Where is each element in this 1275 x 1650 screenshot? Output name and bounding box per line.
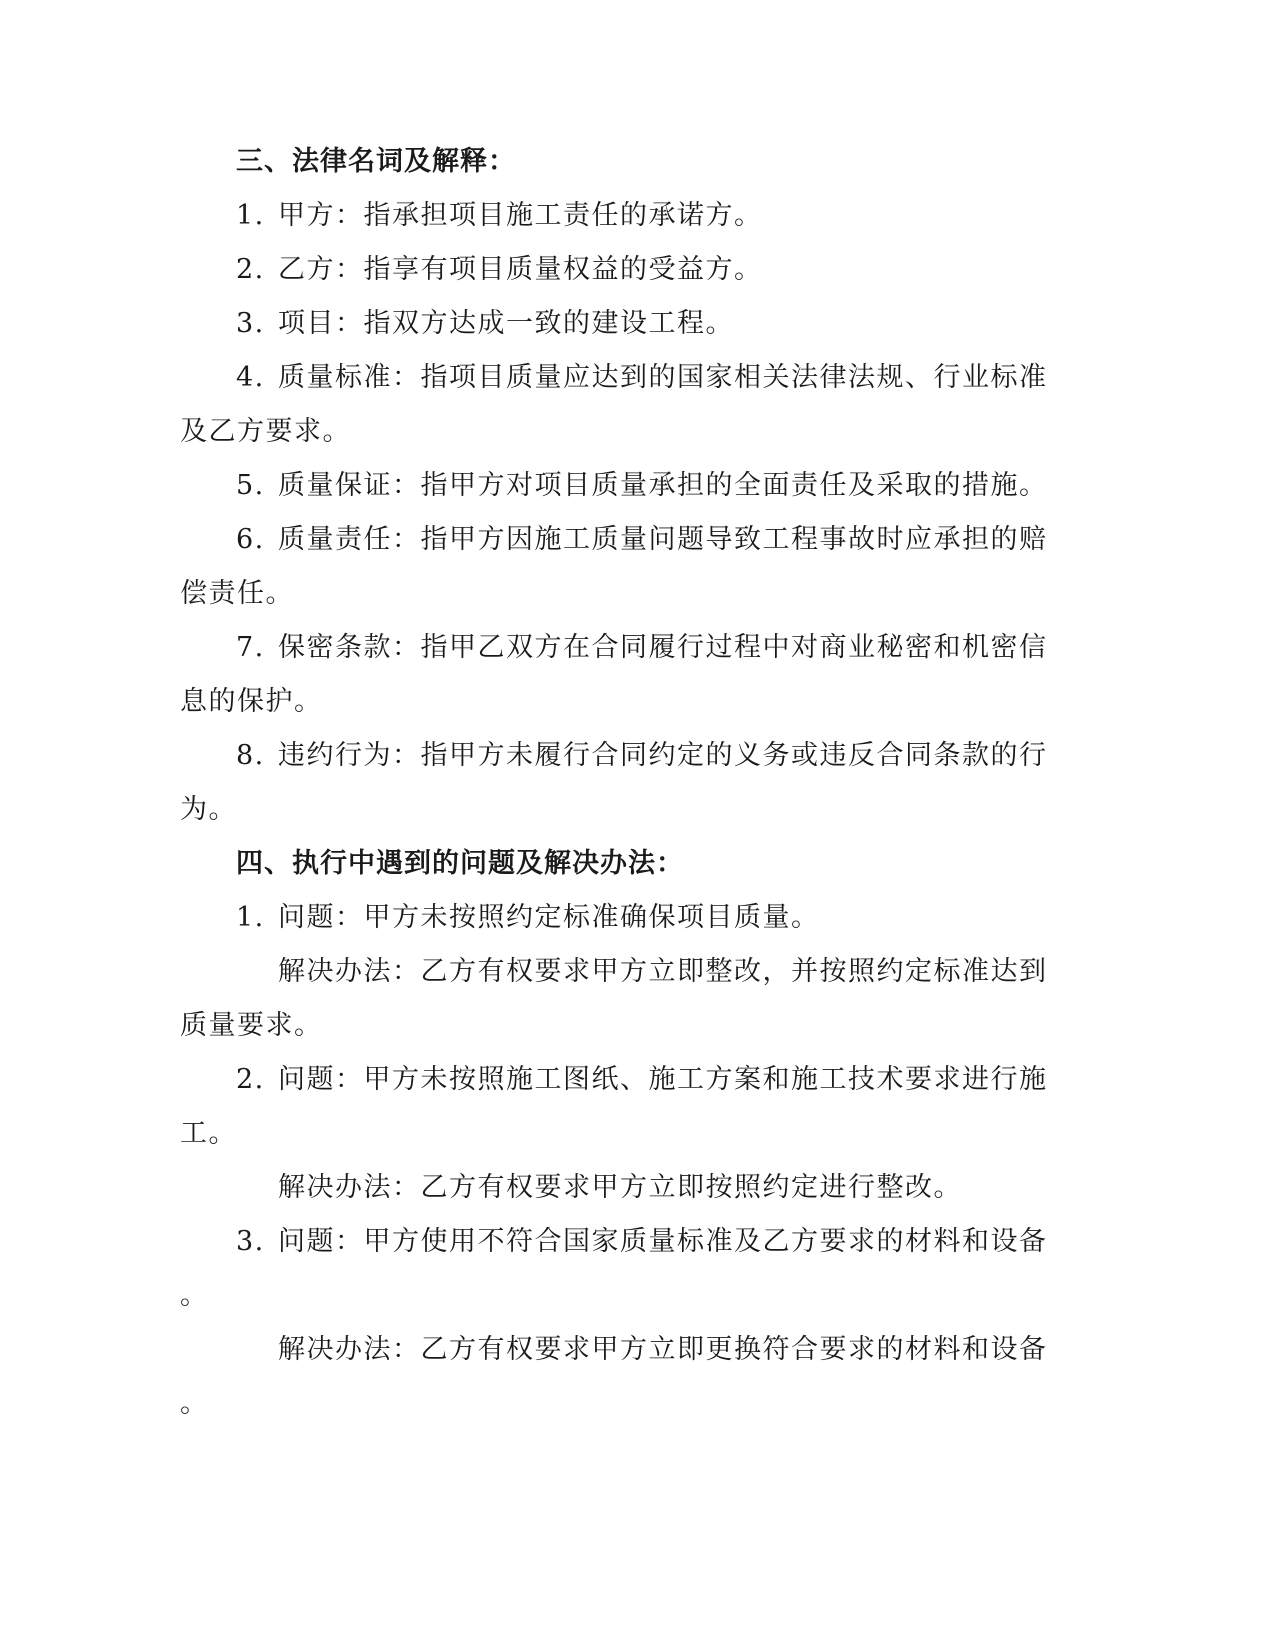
term-text-5: 质量保证：指甲方对项目质量承担的全面责任及采取的措施。 <box>278 470 1048 501</box>
term-text-3: 项目：指双方达成一致的建设工程。 <box>278 308 734 339</box>
term-number-6: 6. <box>236 524 265 555</box>
term-text-8-continued: 为。 <box>180 794 237 825</box>
issue-problem-2-continued: 工。 <box>180 1118 237 1149</box>
term-number-2: 2. <box>236 254 265 285</box>
issue-number-1: 1. <box>236 902 265 933</box>
term-text-6-continued: 偿责任。 <box>180 578 294 609</box>
term-text-4: 质量标准：指项目质量应达到的国家相关法律法规、行业标准 <box>278 362 1048 393</box>
term-text-1: 甲方：指承担项目施工责任的承诺方。 <box>278 200 763 231</box>
term-number-3: 3. <box>236 308 265 339</box>
issue-problem-3: 问题：甲方使用不符合国家质量标准及乙方要求的材料和设备 <box>278 1226 1048 1257</box>
term-number-7: 7. <box>236 632 265 663</box>
term-text-7-continued: 息的保护。 <box>180 686 323 717</box>
issue-solution-1: 解决办法：乙方有权要求甲方立即整改，并按照约定标准达到 <box>278 956 1048 987</box>
term-number-8: 8. <box>236 740 265 771</box>
term-number-1: 1. <box>236 200 265 231</box>
issue-solution-3: 解决办法：乙方有权要求甲方立即更换符合要求的材料和设备 <box>278 1334 1048 1365</box>
section-heading-3: 三、法律名词及解释： <box>236 146 516 177</box>
term-text-2: 乙方：指享有项目质量权益的受益方。 <box>278 254 763 285</box>
term-number-4: 4. <box>236 362 265 393</box>
issue-problem-3-continued: 。 <box>180 1280 209 1311</box>
issue-solution-1-continued: 质量要求。 <box>180 1010 323 1041</box>
section-heading-4: 四、执行中遇到的问题及解决办法： <box>236 848 684 879</box>
term-text-7: 保密条款：指甲乙双方在合同履行过程中对商业秘密和机密信 <box>278 632 1048 663</box>
issue-solution-2: 解决办法：乙方有权要求甲方立即按照约定进行整改。 <box>278 1172 962 1203</box>
issue-number-3: 3. <box>236 1226 265 1257</box>
term-text-8: 违约行为：指甲方未履行合同约定的义务或违反合同条款的行 <box>278 740 1048 771</box>
term-text-6: 质量责任：指甲方因施工质量问题导致工程事故时应承担的赔 <box>278 524 1048 555</box>
issue-problem-1: 问题：甲方未按照约定标准确保项目质量。 <box>278 902 820 933</box>
term-number-5: 5. <box>236 470 265 501</box>
issue-number-2: 2. <box>236 1064 265 1095</box>
issue-problem-2: 问题：甲方未按照施工图纸、施工方案和施工技术要求进行施 <box>278 1064 1048 1095</box>
issue-solution-3-continued: 。 <box>180 1388 209 1419</box>
term-text-4-continued: 及乙方要求。 <box>180 416 351 447</box>
